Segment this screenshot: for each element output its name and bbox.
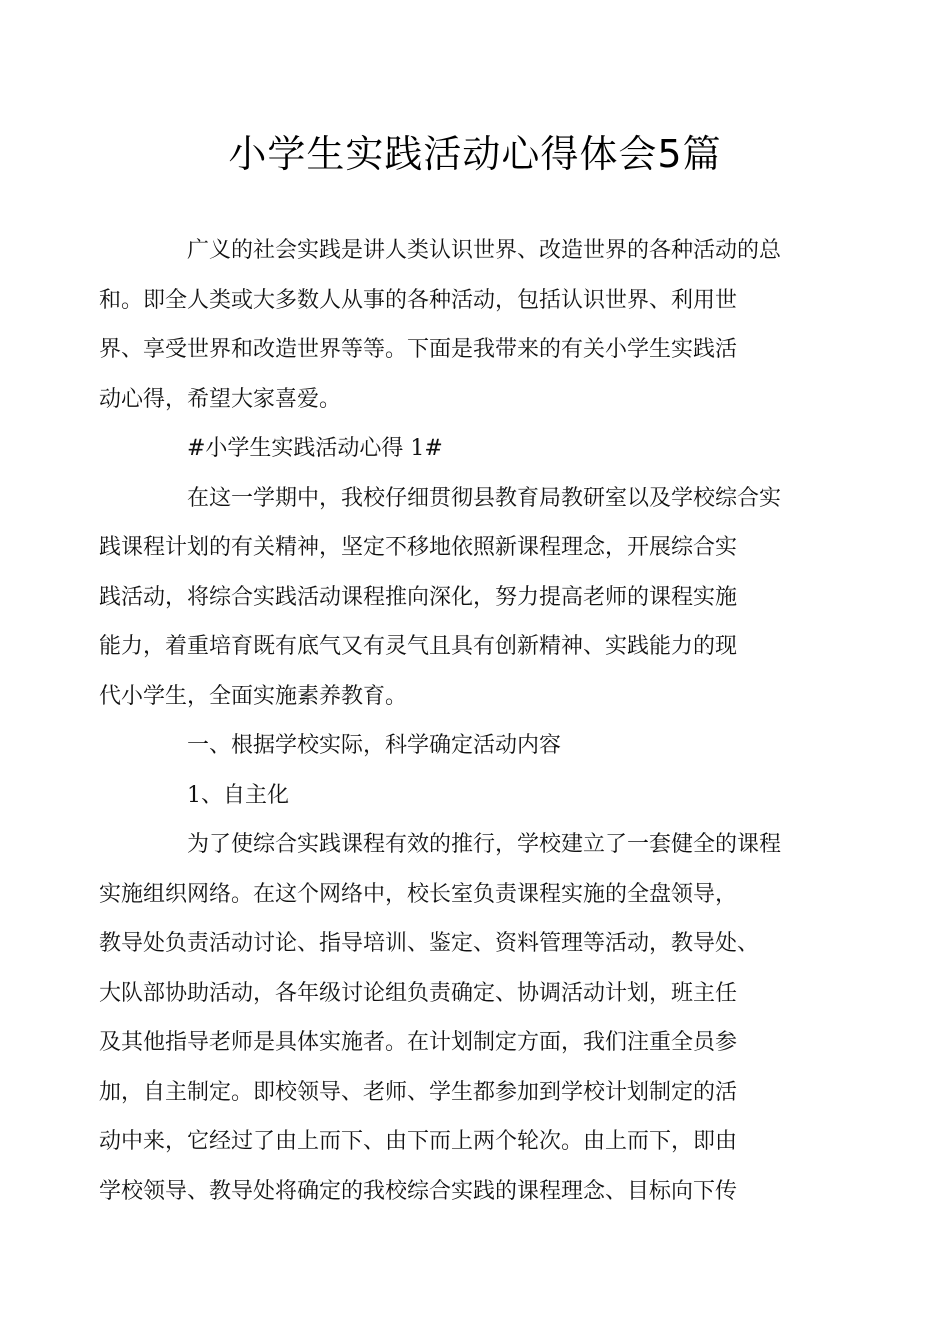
text-line: 学校领导、教导处将确定的我校综合实践的课程理念、目标向下传 xyxy=(99,1178,738,1204)
text-line: 1、自主化 xyxy=(187,782,289,808)
text-line: 实施组织网络。在这个网络中，校长室负责课程实施的全盘领导， xyxy=(99,881,738,907)
section-heading xyxy=(143,424,823,474)
paragraph-overview xyxy=(99,474,823,722)
document-body xyxy=(99,226,823,1216)
text-line: 广义的社会实践是讲人类认识世界、改造世界的各种活动的总 xyxy=(187,238,782,263)
text-line: 代小学生，全面实施素养教育。 xyxy=(99,683,408,709)
subheading-1 xyxy=(143,721,823,771)
text-line: #小学生实践活动心得 1# xyxy=(187,436,443,461)
text-line: 能力，着重培育既有底气又有灵气且具有创新精神、实践能力的现 xyxy=(99,634,738,659)
text-line: 动中来，它经过了由上而下、由下而上两个轮次。由上而下，即由 xyxy=(99,1129,738,1154)
paragraph-organization xyxy=(99,820,823,1216)
text-line: 为了使综合实践课程有效的推行，学校建立了一套健全的课程 xyxy=(187,832,782,857)
text-line: 一、根据学校实际，科学确定活动内容 xyxy=(187,733,562,758)
text-line: 教导处负责活动讨论、指导培训、鉴定、资料管理等活动，教导处、 xyxy=(99,931,760,956)
document-title: 小学生实践活动心得体会5篇 xyxy=(228,132,722,176)
text-line: 在这一学期中，我校仔细贯彻县教育局教研室以及学校综合实 xyxy=(187,485,782,511)
text-line: 及其他指导老师是具体实施者。在计划制定方面，我们注重全员参 xyxy=(99,1030,738,1055)
text-line: 践活动，将综合实践活动课程推向深化，努力提高老师的课程实施 xyxy=(99,584,738,610)
text-line: 大队部协助活动，各年级讨论组负责确定、协调活动计划，班主任 xyxy=(99,980,738,1006)
text-line: 界、享受世界和改造世界等等。下面是我带来的有关小学生实践活 xyxy=(99,337,738,362)
text-line: 动心得，希望大家喜爱。 xyxy=(99,386,342,412)
text-line: 践课程计划的有关精神，坚定不移地依照新课程理念，开展综合实 xyxy=(99,535,738,560)
text-line: 和。即全人类或大多数人从事的各种活动，包括认识世界、利用世 xyxy=(99,287,738,313)
text-line: 加，自主制定。即校领导、老师、学生都参加到学校计划制定的活 xyxy=(99,1079,738,1105)
subheading-2 xyxy=(143,771,823,821)
paragraph-intro xyxy=(99,226,823,424)
